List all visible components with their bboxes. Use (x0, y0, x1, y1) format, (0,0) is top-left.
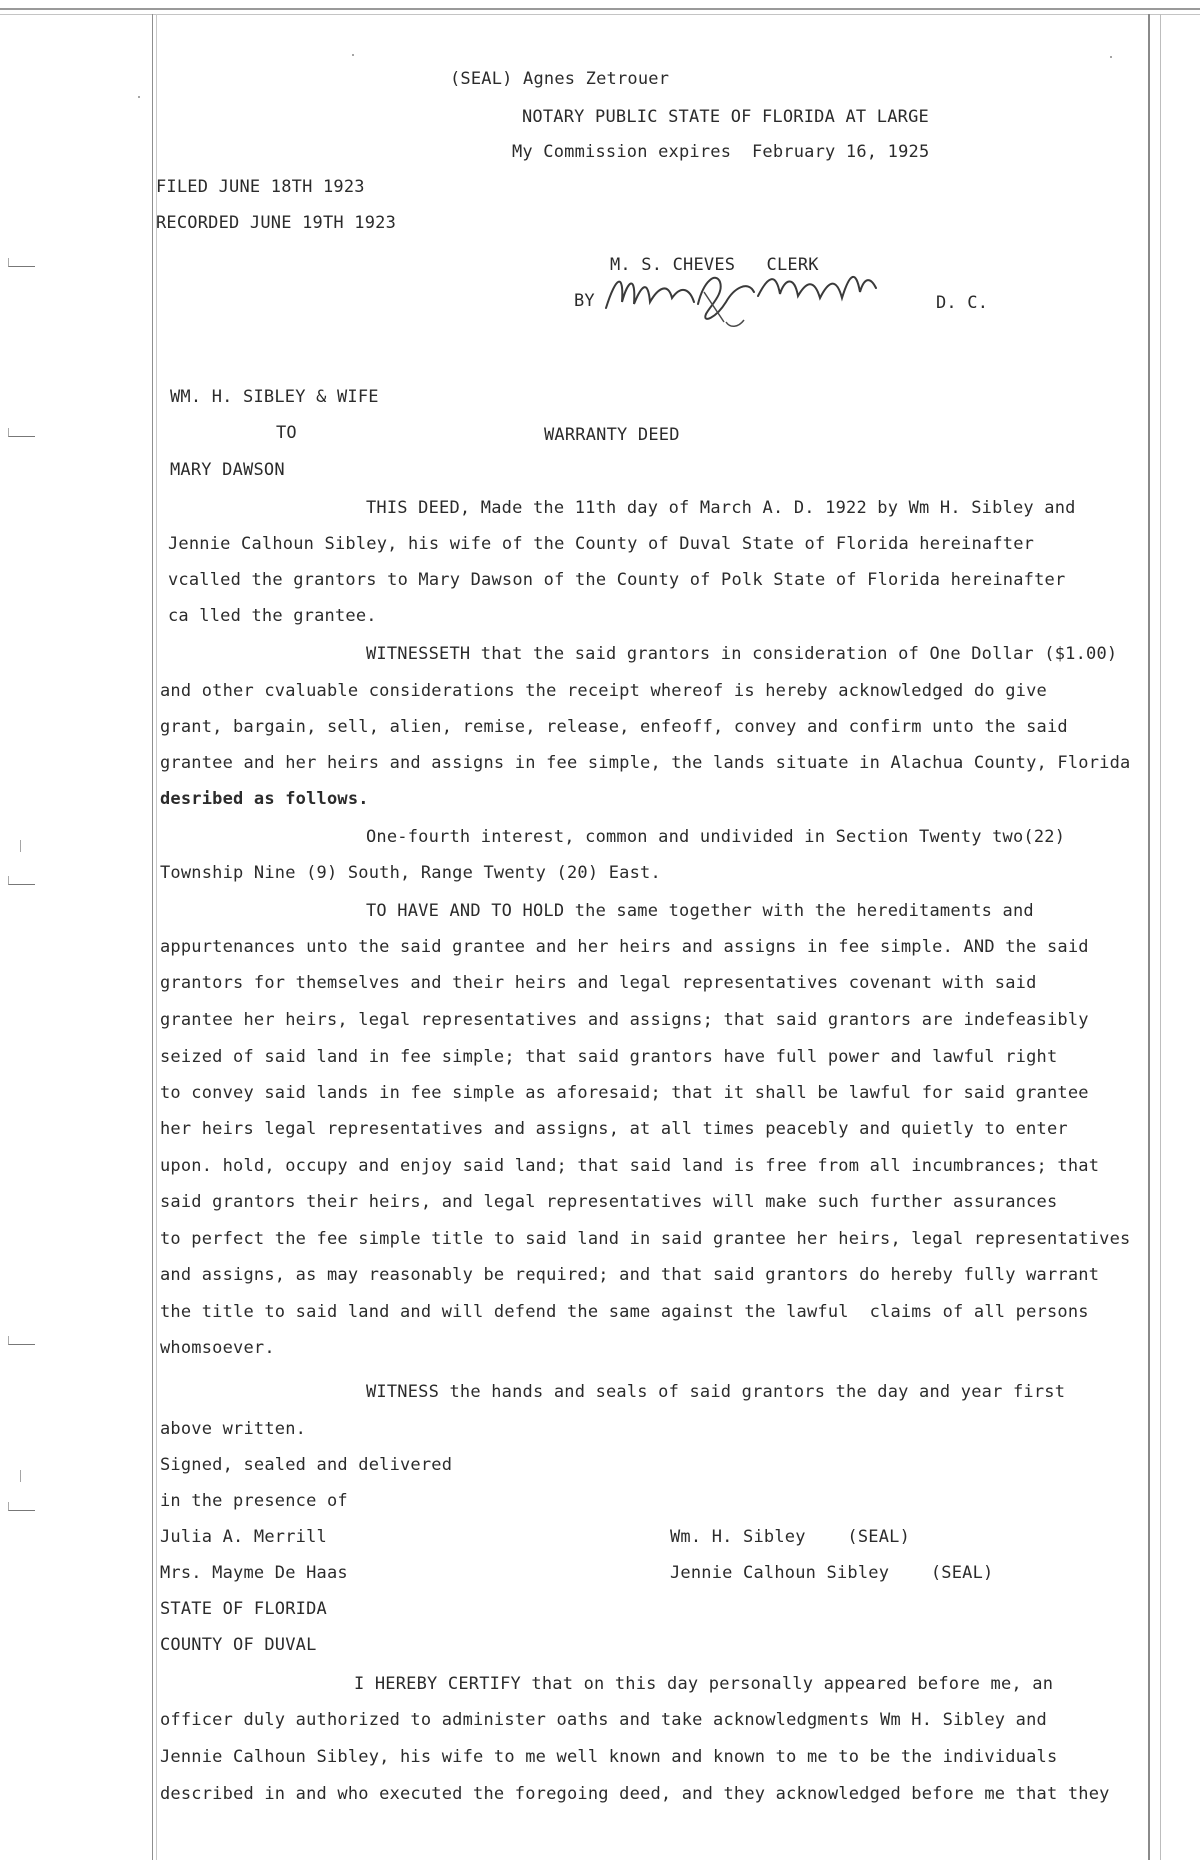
deed-line: grantors for themselves and their heirs and legal representatives covenant with said (160, 973, 1037, 993)
venue-county: COUNTY OF DUVAL (160, 1635, 317, 1655)
ink-speck (138, 96, 140, 98)
certificate-line: described in and who executed the foregoing deed, and they acknowledged before me that they (160, 1784, 1110, 1804)
witness-name: Julia A. Merrill (160, 1527, 327, 1547)
binder-mark (20, 840, 24, 852)
deed-line: and assigns, as may reasonably be required; and that said grantors do hereby fully warrant (160, 1265, 1100, 1285)
deed-line: THIS DEED, Made the 11th day of March A. D. 1922 by Wm H. Sibley and (366, 498, 1076, 518)
grantor-signature: Wm. H. Sibley (SEAL) (670, 1527, 911, 1547)
deputy-clerk-signature (598, 262, 888, 332)
in-presence-of: in the presence of (160, 1491, 348, 1511)
ink-speck (352, 54, 354, 56)
document-type: WARRANTY DEED (544, 425, 680, 445)
recorded-date: RECORDED JUNE 19TH 1923 (156, 213, 397, 233)
deed-line: desribed as follows. (160, 789, 369, 809)
left-margin-rule (152, 14, 153, 1860)
deed-line: Jennie Calhoun Sibley, his wife of the County of Duval State of Florida hereinafter (168, 534, 1035, 554)
left-margin-rule-inner (156, 14, 157, 1860)
page-top-rule-inner (0, 14, 1200, 15)
certificate-line: Jennie Calhoun Sibley, his wife to me well known and known to me to be the individuals (160, 1747, 1058, 1767)
venue-state: STATE OF FLORIDA (160, 1599, 327, 1619)
notary-seal-line: (SEAL) Agnes Zetrouer (450, 69, 670, 89)
deed-line: WITNESS the hands and seals of said grantors the day and year first (366, 1382, 1066, 1402)
deed-line: vcalled the grantors to Mary Dawson of the County of Polk State of Florida hereinafter (168, 570, 1066, 590)
deed-line: grantee her heirs, legal representatives and assigns; that said grantors are indefeasibly (160, 1010, 1089, 1030)
deed-line: whomsoever. (160, 1338, 275, 1358)
binder-mark (8, 258, 35, 267)
right-margin-rule (1148, 14, 1150, 1860)
deed-line: appurtenances unto the said grantee and her heirs and assigns in fee simple. AND the said (160, 937, 1089, 957)
deed-line: said grantors their heirs, and legal representatives will make such further assurances (160, 1192, 1058, 1212)
clerk-by-label: BY (574, 291, 595, 311)
witness-name: Mrs. Mayme De Haas (160, 1563, 348, 1583)
caption-to: TO (276, 423, 297, 443)
binder-mark (8, 876, 35, 885)
caption-grantee: MARY DAWSON (170, 460, 285, 480)
certificate-line: officer duly authorized to administer oaths and take acknowledgments Wm H. Sibley and (160, 1710, 1047, 1730)
right-margin-rule-outer (1160, 14, 1161, 1860)
binder-mark (8, 1502, 35, 1511)
deed-line: seized of said land in fee simple; that said grantors have full power and lawful right (160, 1047, 1058, 1067)
notary-commission: My Commission expires February 16, 1925 (512, 142, 930, 162)
deed-line: upon. hold, occupy and enjoy said land; that said land is free from all incumbrances; that (160, 1156, 1100, 1176)
deed-line: Township Nine (9) South, Range Twenty (20) East. (160, 863, 661, 883)
deed-line: to convey said lands in fee simple as aforesaid; that it shall be lawful for said grantee (160, 1083, 1089, 1103)
grantor-signature: Jennie Calhoun Sibley (SEAL) (670, 1563, 994, 1583)
signed-sealed-delivered: Signed, sealed and delivered (160, 1455, 453, 1475)
ink-speck (1110, 56, 1112, 58)
caption-grantor: WM. H. SIBLEY & WIFE (170, 387, 379, 407)
deed-line: ca lled the grantee. (168, 606, 377, 626)
notary-title: NOTARY PUBLIC STATE OF FLORIDA AT LARGE (522, 107, 929, 127)
deed-line: her heirs legal representatives and assigns, at all times peacebly and quietly to enter (160, 1119, 1068, 1139)
deed-line: the title to said land and will defend the same against the lawful claims of all persons (160, 1302, 1089, 1322)
binder-mark (8, 428, 35, 437)
filed-date: FILED JUNE 18TH 1923 (156, 177, 365, 197)
deed-line: above written. (160, 1419, 307, 1439)
page-top-rule (0, 8, 1200, 10)
certificate-line: I HEREBY CERTIFY that on this day personally appeared before me, an (354, 1674, 1054, 1694)
deed-line: One-fourth interest, common and undivided in Section Twenty two(22) (366, 827, 1066, 847)
deed-line: and other cvaluable considerations the receipt whereof is hereby acknowledged do give (160, 681, 1047, 701)
clerk-name: M. S. CHEVES CLERK (610, 255, 819, 275)
binder-mark (8, 1336, 35, 1345)
deed-line: TO HAVE AND TO HOLD the same together with the hereditaments and (366, 901, 1034, 921)
deed-line: grant, bargain, sell, alien, remise, release, enfeoff, convey and confirm unto the said (160, 717, 1068, 737)
deed-line: grantee and her heirs and assigns in fee simple, the lands situate in Alachua County, Florida (160, 753, 1131, 773)
deputy-clerk-label: D. C. (936, 293, 989, 313)
binder-mark (20, 1470, 24, 1482)
deed-line: to perfect the fee simple title to said land in said grantee her heirs, legal representatives (160, 1229, 1131, 1249)
deed-line: WITNESSETH that the said grantors in consideration of One Dollar ($1.00) (366, 644, 1118, 664)
